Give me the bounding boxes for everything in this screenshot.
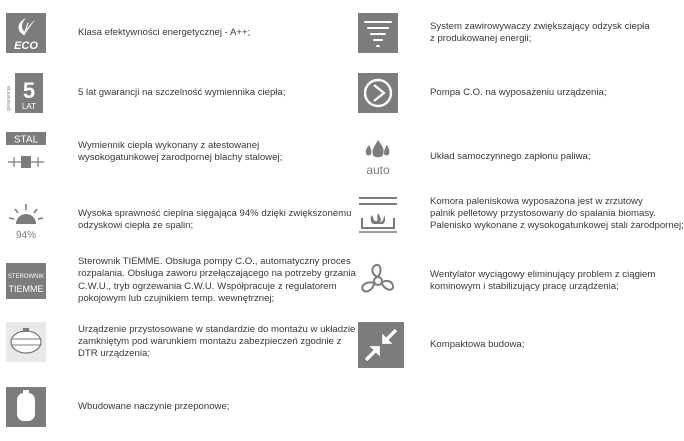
feature-steel — [6, 132, 368, 172]
feature-compact-text: Kompaktowa budowa; — [430, 338, 525, 350]
feature-controller-text: Sterownik TIEMME. Obsługa pompy C.O., automatyczny proces rozpalania. Obsługa zaworu przełączającego na potrzeby grzania C.W.U., tryb ogrzewania C.W.U. Współpracuje z regulatorem pokojowym lub czujnikiem temp. wewnętrznej; — [78, 256, 356, 304]
feature-eco — [6, 13, 368, 53]
svg-text:LAT: LAT — [21, 102, 37, 111]
feature-pump — [358, 73, 684, 113]
feature-chamber — [358, 194, 684, 234]
expansion-vessel-icon — [6, 387, 46, 427]
svg-text:TIEMME: TIEMME — [8, 283, 44, 294]
feature-fan-text: Wentylator wyciągowy eliminujący problem z ciągiem kominowym i stabilizujący pracę urządzenia; — [430, 268, 656, 292]
feature-controller — [6, 256, 368, 305]
controller-badge-icon — [6, 261, 46, 301]
feature-warranty-text: 5 lat gwarancji na szczelność wymiennika ciepła; — [78, 86, 286, 98]
feature-efficiency-text: Wysoka sprawność cieplna sięgająca 94% dzięki zwiększonemu odzyskowi ciepła ze spalin; — [78, 207, 352, 231]
feature-eco-text: Klasa efektywności energetycznej - A++; — [78, 26, 251, 38]
feature-mounting — [6, 322, 368, 362]
feature-steel-text: Wymiennik ciepła wykonany z atestowanej wysokogatunkowej żarodpornej blachy stalowej; — [78, 139, 283, 163]
svg-text:STEROWNIK: STEROWNIK — [7, 273, 45, 280]
warranty-5-years-icon — [6, 73, 46, 113]
steel-exchanger-icon — [6, 132, 46, 172]
feature-pump-text: Pompa C.O. na wyposażeniu urządzenia; — [430, 86, 607, 98]
pump-arrow-icon — [358, 73, 398, 113]
svg-text:auto: auto — [366, 163, 390, 177]
feature-swirl-text: System zawirowywaczy zwiększający odzysk ciepła z produkowanej energii; — [430, 20, 650, 44]
svg-text:5: 5 — [22, 78, 36, 103]
feature-mounting-text: Urządzenie przystosowane w standardzie do montażu w układzie zamkniętym pod warunkiem montażu zabezpieczeń zgodnie z DTR urządzenia; — [78, 323, 356, 360]
feature-ignition — [358, 137, 684, 177]
efficiency-sun-icon — [6, 200, 46, 240]
svg-text:gwarancja: gwarancja — [6, 85, 12, 111]
exhaust-fan-icon — [358, 261, 398, 301]
feature-vessel — [6, 387, 368, 427]
eco-leaf-icon — [6, 13, 46, 53]
feature-fan — [358, 261, 684, 301]
feature-vessel-text: Wbudowane naczynie przeponowe; — [78, 400, 230, 412]
feature-ignition-text: Układ samoczynnego zapłonu paliwa; — [430, 150, 591, 162]
feature-efficiency — [6, 200, 368, 240]
closed-system-icon — [6, 322, 46, 362]
feature-warranty — [6, 73, 368, 113]
tornado-swirl-icon — [358, 13, 398, 53]
feature-swirl — [358, 13, 684, 53]
svg-text:ECO: ECO — [14, 40, 38, 52]
feature-chamber-text: Komora paleniskowa wyposażona jest w zrzutowy palnik pelletowy przystosowany do spalania biomasy. Palenisko wykonane z wysokogatunkowej stali żarodpornej; — [430, 195, 684, 232]
svg-text:STAL: STAL — [13, 134, 39, 146]
svg-text:94%: 94% — [15, 230, 37, 240]
combustion-chamber-icon — [358, 194, 398, 234]
auto-flame-icon — [358, 137, 398, 177]
compact-arrows-icon — [358, 322, 404, 368]
feature-compact — [358, 322, 684, 368]
